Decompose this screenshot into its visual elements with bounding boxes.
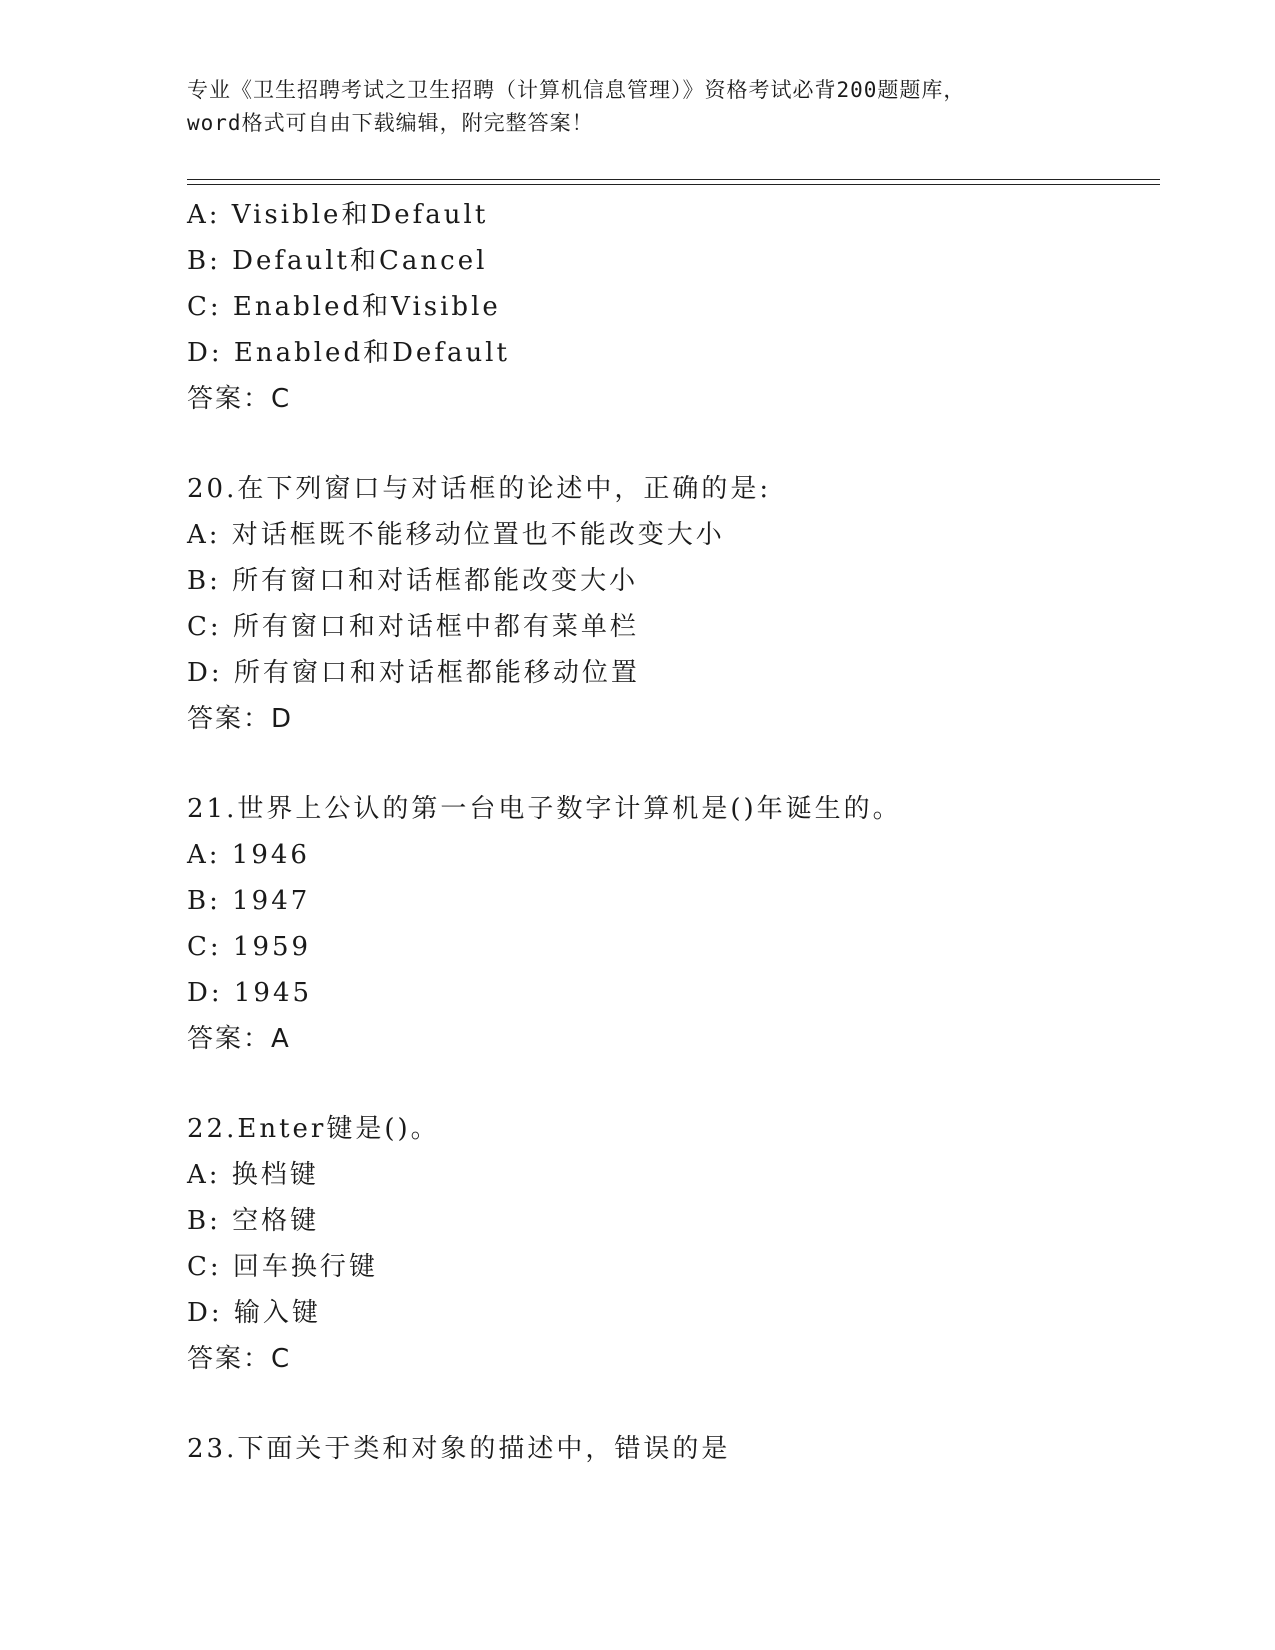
- option-b: B: Default和Cancel: [187, 246, 488, 276]
- question-block-19: [187, 192, 1167, 422]
- question-text: 20.在下列窗口与对话框的论述中，正确的是:: [187, 474, 772, 504]
- header-divider-bottom: [187, 184, 1160, 185]
- question-text: 23.下面关于类和对象的描述中，错误的是: [187, 1434, 731, 1464]
- document-header: [187, 74, 1087, 140]
- option-c: C: 所有窗口和对话框中都有菜单栏: [187, 612, 639, 642]
- question-block-22: [187, 1106, 1167, 1382]
- header-line-2: word格式可自由下载编辑，附完整答案！: [187, 111, 594, 135]
- option-a: A: 1946: [187, 840, 310, 870]
- question-block-20: [187, 466, 1167, 742]
- option-a: A: Visible和Default: [187, 200, 489, 230]
- answer-line: 答案：A: [187, 1024, 291, 1054]
- option-a: A: 换档键: [187, 1160, 319, 1190]
- header-line-1: 专业《卫生招聘考试之卫生招聘（计算机信息管理）》资格考试必背200题题库，: [187, 78, 966, 102]
- option-b: B: 空格键: [187, 1206, 320, 1236]
- option-c: C: 1959: [187, 932, 312, 962]
- option-c: C: 回车换行键: [187, 1252, 378, 1282]
- option-a: A: 对话框既不能移动位置也不能改变大小: [187, 520, 725, 550]
- option-d: D: 所有窗口和对话框都能移动位置: [187, 658, 640, 688]
- option-d: D: 输入键: [187, 1298, 321, 1328]
- option-c: C: Enabled和Visible: [187, 292, 501, 322]
- question-list: [187, 192, 1167, 1472]
- question-block-23: [187, 1426, 1167, 1472]
- answer-line: 答案：C: [187, 384, 292, 414]
- option-d: D: 1945: [187, 978, 313, 1008]
- question-text: 22.Enter键是()。: [187, 1114, 440, 1144]
- question-block-21: [187, 786, 1167, 1062]
- option-b: B: 所有窗口和对话框都能改变大小: [187, 566, 639, 596]
- answer-line: 答案：D: [187, 704, 294, 734]
- answer-line: 答案：C: [187, 1344, 292, 1374]
- option-b: B: 1947: [187, 886, 311, 916]
- question-text: 21.世界上公认的第一台电子数字计算机是()年诞生的。: [187, 794, 902, 824]
- option-d: D: Enabled和Default: [187, 338, 510, 368]
- header-divider-top: [187, 179, 1160, 180]
